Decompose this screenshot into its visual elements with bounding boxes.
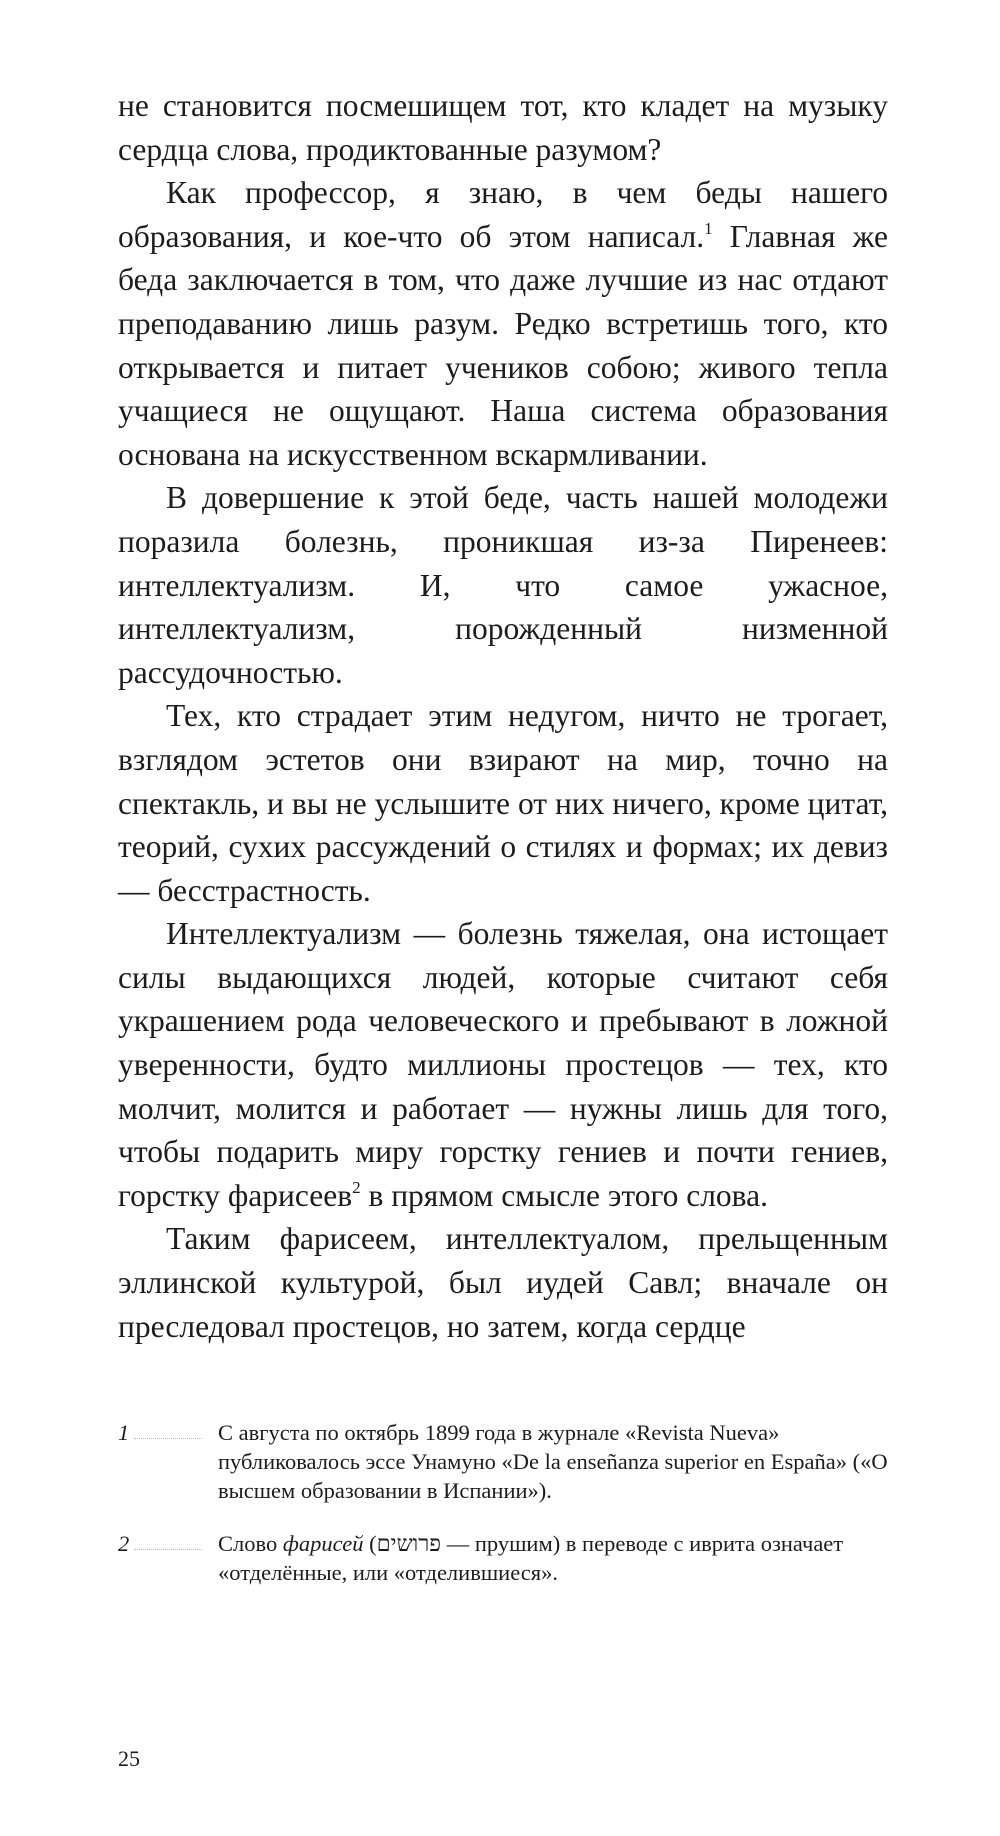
- footnotes: [118, 1418, 888, 1611]
- footnote-ref-1[interactable]: 1: [704, 218, 713, 238]
- paragraph-text: в прямом смысле этого слова.: [360, 1177, 768, 1213]
- footnote-text-part: (פרושים — прушим) в переводе с иврита означает «отделённые, или «отделившиеся».: [218, 1531, 844, 1585]
- page-number: 25: [118, 1746, 140, 1771]
- paragraph-text: Как профессор, я знаю, в чем беды нашего образования, и кое-что об этом написал.: [118, 175, 888, 254]
- footnote-ref-2[interactable]: 2: [352, 1177, 361, 1197]
- footnote-text: [218, 1529, 888, 1587]
- paragraph: Таким фарисеем, интеллектуалом, прельщенным эллинской культурой, был иудей Савл; вначале он преследовал простецов, но затем, когда сердце: [118, 1221, 888, 1344]
- footnote-number: 1: [118, 1418, 218, 1447]
- footnote-2: [118, 1529, 888, 1587]
- paragraph: В довершение к этой беде, часть нашей молодежи поразила болезнь, проникшая из-за Пиренеев: интеллектуализм. И, что самое ужасное, интеллектуализм, порожденный низменной рассудочностью.: [118, 480, 888, 690]
- paragraph-text: Интеллектуализм — болезнь тяжелая, она истощает силы выдающихся людей, которые считают себя украшением рода человеческого и пребывают в ложной уверенности, будто миллионы простецов — тех, кто молчит, молится и работает — нужны лишь для того, чтобы подарить миру горстку гениев и почти гениев, горстку фарисеев: [118, 916, 888, 1213]
- footnote-text: С августа по октябрь 1899 года в журнале «Revista Nueva» публиковалось эссе Унамуно «De la enseñanza superior en España» («О высшем образовании в Испании»).: [218, 1420, 888, 1503]
- paragraph: [118, 171, 888, 476]
- main-text: [118, 84, 888, 1348]
- footnote-1: [118, 1418, 888, 1505]
- paragraph: Тех, кто страдает этим недугом, ничто не трогает, взглядом эстетов они взирают на мир, точно на спектакль, и вы не услышите от них ничего, кроме цитат, теорий, сухих рассуждений о стилях и формах; их девиз — бесстрастность.: [118, 698, 888, 908]
- paragraph-text: Главная же беда заключается в том, что даже лучшие из нас отдают преподаванию лишь разум. Редко встретишь того, кто открывается и питает учеников собою; живого тепла учащиеся не ощущают. Наша система образования основана на искусственном вскармливании.: [118, 218, 889, 472]
- paragraph: [118, 912, 888, 1217]
- paragraph: не становится посмешищем тот, кто кладет на музыку сердца слова, продиктованные разумом?: [118, 88, 888, 167]
- footnote-italic-term: фарисей: [282, 1531, 364, 1556]
- footnote-text-part: Слово: [218, 1531, 283, 1556]
- footnote-number: 2: [118, 1529, 218, 1558]
